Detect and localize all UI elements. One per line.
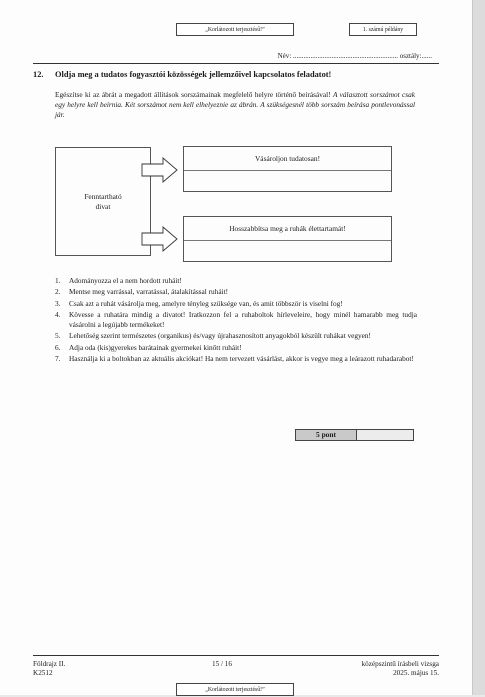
arrow-right-icon xyxy=(141,157,179,183)
center-label-line2: divat xyxy=(95,201,111,211)
instruction-main: Egészítse ki az ábrát a megadott állítások sorszámainak megfelelő helyre történő beírásával! xyxy=(55,90,331,99)
score-field[interactable] xyxy=(357,430,413,440)
arrow-right-icon xyxy=(141,226,179,252)
list-item: 5. Lehetőség szerint természetes (organikus) és/vagy újrahasznosított anyagokból készült ruhákat vegyen! xyxy=(55,331,371,341)
score-label: 5 pont xyxy=(296,430,357,440)
list-item: 1. Adományozza el a nem hordott ruháit! xyxy=(55,276,182,285)
distribution-tag-top: „Korlátozott terjesztésű!” xyxy=(176,23,294,36)
copy-number-label: 1. számú példány xyxy=(349,23,417,36)
answer-box-title: Vásároljon tudatosan! xyxy=(184,147,391,171)
footer-rule xyxy=(33,655,439,656)
instructions xyxy=(55,90,415,121)
name-class-line: Név: ............................................................ osztály:...... xyxy=(277,52,432,60)
page-number: 15 / 16 xyxy=(212,660,232,668)
list-item: 6. Adja oda (kis)gyerekes barátainak gyermekei kinőtt ruháit! xyxy=(55,342,242,352)
question-title xyxy=(33,70,453,79)
list-item: 3. Csak azt a ruhát vásárolja meg, amelyre tényleg szüksége van, és amit többször is viselni fog! xyxy=(55,298,343,308)
answer-field[interactable] xyxy=(184,241,391,261)
question-number: 12. xyxy=(33,70,44,79)
page-edge xyxy=(472,0,485,695)
question-title-text: Oldja meg a tudatos fogyasztói közösségek jellemzőivel kapcsolatos feladatot! xyxy=(55,70,332,79)
footer-exam-info: középszintű írásbeli vizsga 2025. május 15. xyxy=(361,660,439,677)
distribution-tag-bottom: „Korlátozott terjesztésű!” xyxy=(176,683,294,696)
header-rule xyxy=(33,63,439,64)
answer-field[interactable] xyxy=(184,171,391,191)
instruction-italic: A választott sorszámot csak egy helyre kell beírnia. Két sorszámot nem kell elhelyeznie az ábrán. A szükségesnél több sorszám beírása pontlevonással jár. xyxy=(55,90,416,120)
list-item: 7. Használja ki a boltokban az aktuális akciókat! Ha nem tervezett vásárlást, akkor is vegye meg a leárazott ruhadarabot! xyxy=(55,354,414,364)
answer-box-extend-lifetime xyxy=(183,216,392,262)
answer-box-buy-consciously xyxy=(183,146,392,192)
score-box xyxy=(295,429,414,441)
statement-list xyxy=(55,276,417,366)
list-item: 2. Mentse meg varrással, varratással, átalakítással ruháit! xyxy=(55,287,229,297)
footer-subject: Földrajz II. K2512 xyxy=(33,660,66,677)
center-label-line1: Fenntartható xyxy=(84,191,122,201)
diagram-center-box xyxy=(55,147,151,256)
answer-box-title: Hosszabbítsa meg a ruhák élettartamát! xyxy=(184,217,391,241)
list-item: 4. Kövesse a ruhatára mindig a divatot! Iratkozzon fel a ruhaboltok hírleveleire, hogy minél hamarabb meg tudja vásárolni a legújabb termékeket! xyxy=(55,310,417,329)
